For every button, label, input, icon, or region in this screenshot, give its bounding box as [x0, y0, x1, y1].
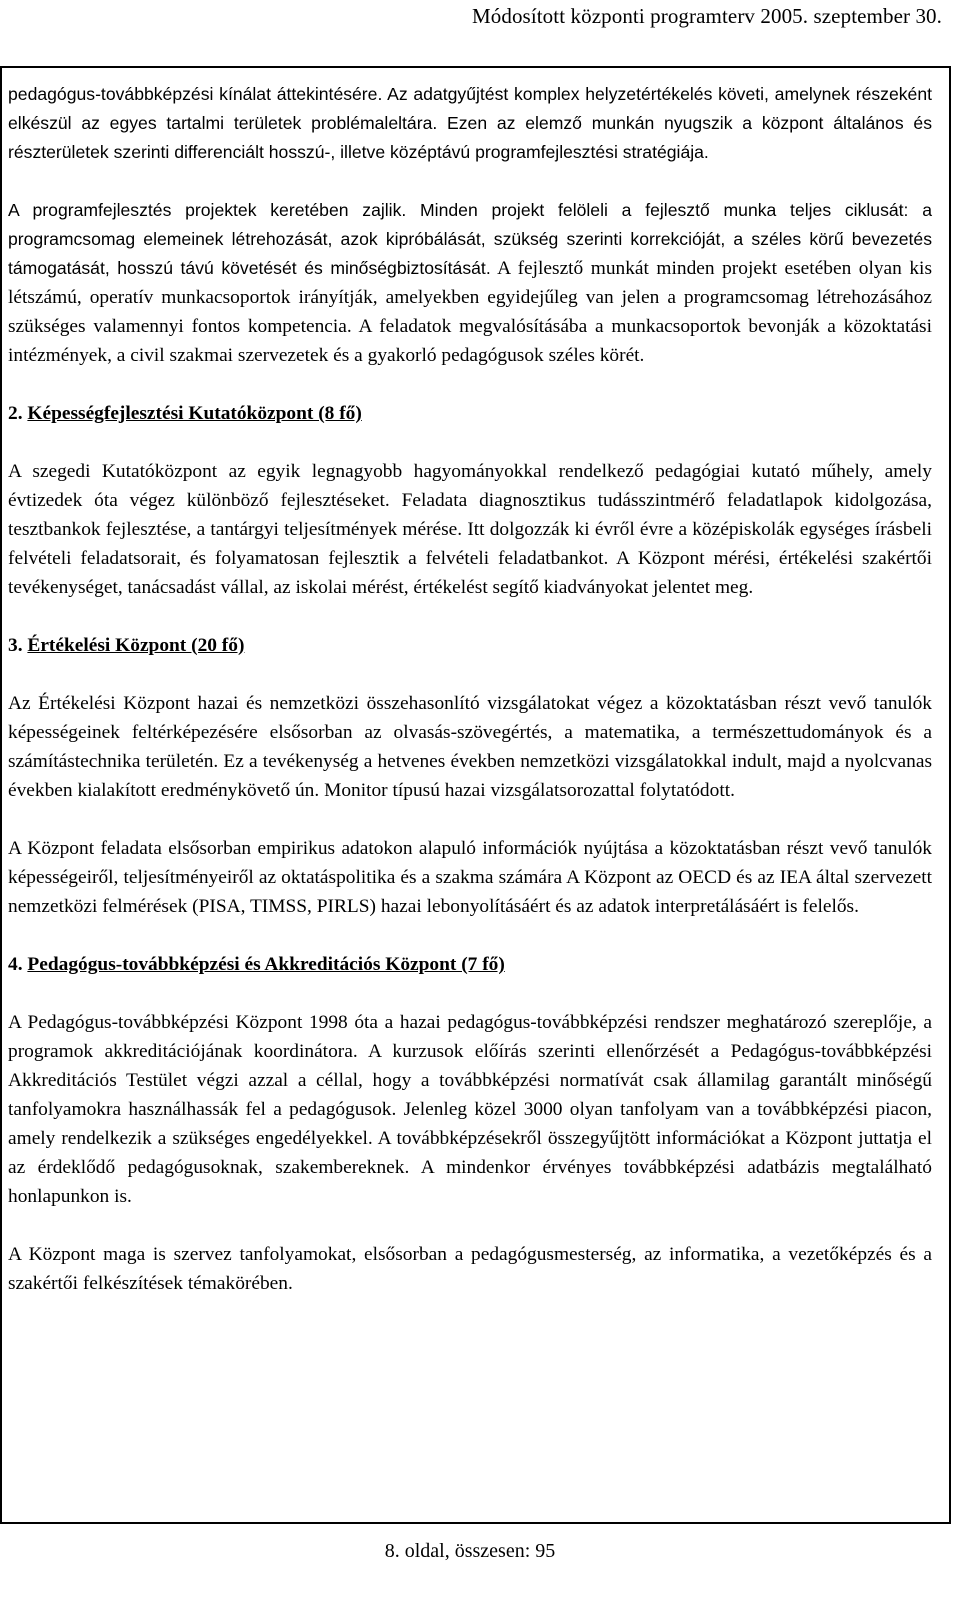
intro-paragraph-2-body: Minden projekt felöleli a fejlesztő munka teljes ciklusát: a programcsomag elemeinek létrehozását, azok kipróbálását, szükség szerinti korrekcióját, a széles körű bevezetés támogatását, hosszú távú követését és minőségbiztosítását. [8, 200, 932, 278]
section-2-paragraph-1: A szegedi Kutatóközpont az egyik legnagyobb hagyományokkal rendelkező pedagógiai kutató műhely, amely évtizedek óta végez különböző fejlesztéseket. Feladata diagnosztikus tudásszintmérő feladatlapok kidolgozása, tesztbankok fejlesztése, a tantárgyi teljesítmények mérése. Itt dolgozzák ki évről évre a középiskolák egységes írásbeli felvételi feladatsorait, és folyamatosan fejlesztik a felvételi feladatbankot. A Központ mérési, értékelési szakértői tevékenységet, tanácsadást vállal, az iskolai mérést, értékelést segítő kiadványokat jelentet meg. [8, 461, 932, 598]
intro-paragraph-1: pedagógus-továbbképzési kínálat áttekintésére. Az adatgyűjtést komplex helyzetértékelés követi, amelynek részeként elkészül az egyes tartalmi területek problémaleltára. Ezen az elemző munkán nyugszik a központ általános és részterületek szerinti differenciált hosszú-, illetve középtávú programfejlesztési stratégiája. [8, 84, 932, 162]
section-3-heading [8, 631, 932, 660]
section-4-title: Pedagógus-továbbképzési és Akkreditációs Központ (7 fő) [27, 954, 505, 975]
section-3-title: Értékelési Központ (20 fő) [27, 635, 245, 656]
section-4-heading [8, 950, 932, 979]
section-2-number: 2. [8, 403, 28, 424]
section-4-paragraph-1: A Pedagógus-továbbképzési Központ 1998 óta a hazai pedagógus-továbbképzési rendszer meghatározó szereplője, a programok akkreditációjának koordinátora. A kurzusok előírás szerinti ellenőrzését a Pedagógus-továbbképzési Akkreditációs Testület végzi azzal a céllal, hogy a továbbképzési normatívát csak államilag garantált minőségű tanfolyamokra használhassák fel a pedagógusok. Jelenleg közel 3000 olyan tanfolyam van a továbbképzési piacon, amely rendelkezik a szükséges engedélyekkel. A továbbképzésekről összegyűjtött információkat a Központ juttatja el az érdeklődő pedagógusoknak, szakembereknek. A mindenkor érvényes továbbképzési adatbázis megtalálható honlapunkon is. [8, 1012, 932, 1207]
section-3-number: 3. [8, 635, 28, 656]
document-body [8, 80, 932, 1298]
intro-paragraph-2-lead: A programfejlesztés projektek keretében zajlik. [8, 200, 407, 220]
page-number: 8. oldal, összesen: 95 [384, 1540, 556, 1562]
section-2-heading [8, 399, 932, 428]
section-3-paragraph-1: Az Értékelési Központ hazai és nemzetközi összehasonlító vizsgálatokat végez a közoktatásban részt vevő tanulók képességeinek feltérképezésére elsősorban az olvasás-szövegértés, a matematika, a természettudományok és a számítástechnika területén. Ez a tevékenység a hetvenes években nemzetközi vizsgálatokkal indult, majd a nyolcvanas években kialakított eredménykövető ún. Monitor típusú hazai vizsgálatsorozattal folytatódott. [8, 693, 932, 801]
section-4-paragraph-2: A Központ maga is szervez tanfolyamokat, elsősorban a pedagógusmesterség, az informatika, a vezetőképzés és a szakértői felkészítések témakörében. [8, 1244, 932, 1294]
intro-paragraph-2 [8, 196, 932, 370]
intro-paragraph-2-rest: A fejlesztő munkát minden projekt esetében olyan kis létszámú, operatív munkacsoportok irányítják, amelyekben egyidejűleg van jelen a programcsomag létrehozásához szükséges valamennyi fontos kompetencia. A feladatok megvalósításába a munkacsoportok bevonják a közoktatási intézmények, a civil szakmai szervezetek és a gyakorló pedagógusok széles körét. [8, 258, 932, 366]
section-3-paragraph-2: A Központ feladata elsősorban empirikus adatokon alapuló információk nyújtása a közoktatásban részt vevő tanulók képességeiről, teljesítményeiről az oktatáspolitika és a szakma számára A Központ az OECD és az IEA által szervezett nemzetközi felmérések (PISA, TIMSS, PIRLS) hazai lebonyolításáért és az adatok interpretálásáért is felelős. [8, 838, 932, 917]
section-4-number: 4. [8, 954, 28, 975]
section-2-title: Képességfejlesztési Kutatóközpont (8 fő) [27, 403, 362, 424]
running-header: Módosított központi programterv 2005. szeptember 30. [471, 4, 942, 28]
